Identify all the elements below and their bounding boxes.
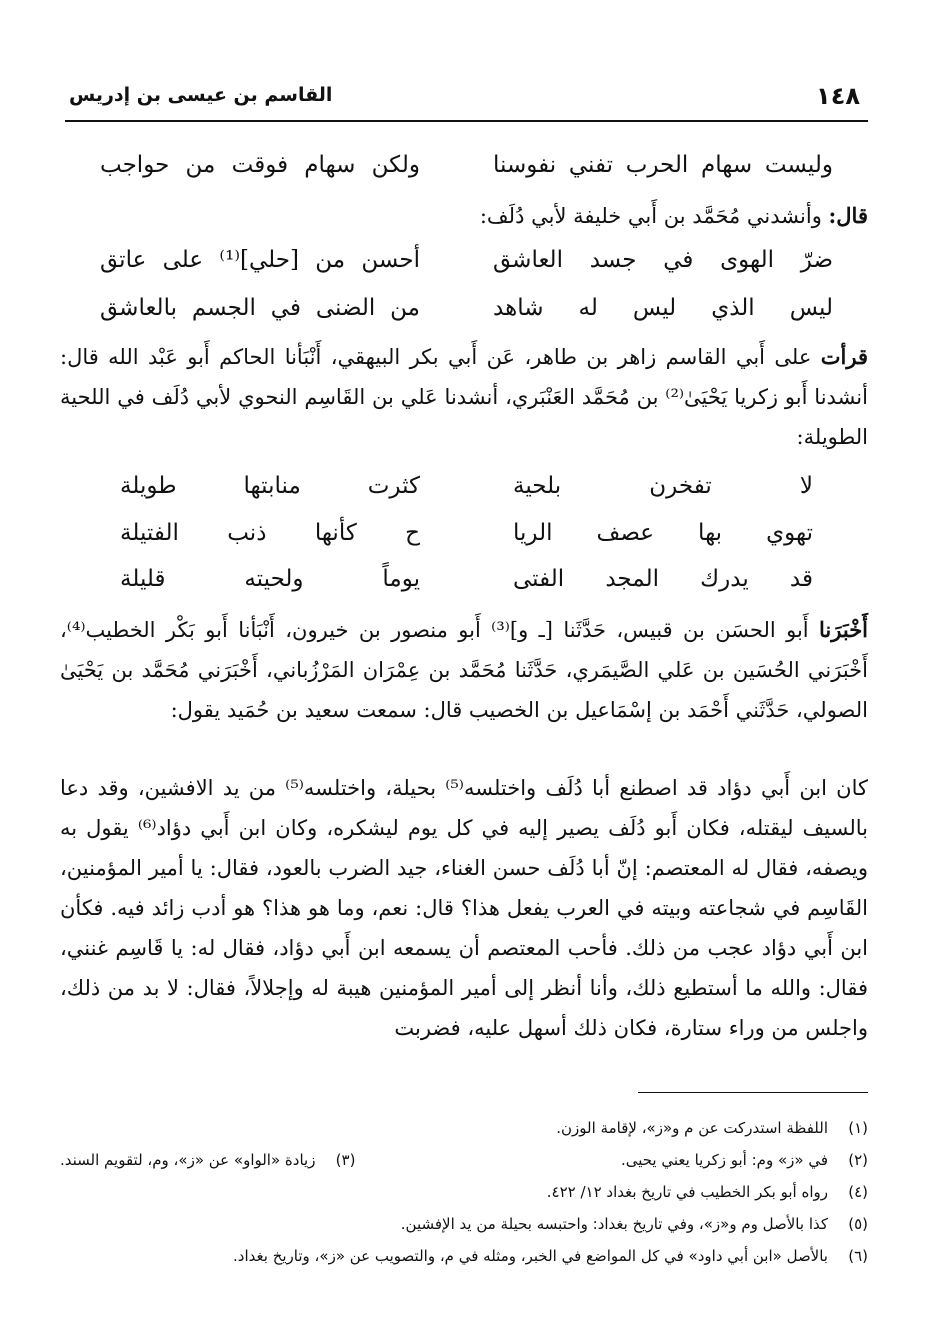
footnote-text: رواه أبو بكر الخطيب في تاريخ بغداد ١٢/ ٤٢٢. xyxy=(546,1183,828,1201)
verse-first-hemistich: قد يدرك المجد الفتى xyxy=(513,566,813,592)
qal-text: وأنشدني مُحَمَّد بن أَبي خليفة لأبي دُلَف: xyxy=(479,204,829,228)
paragraph-lead: قرأت xyxy=(820,344,868,369)
footnotes xyxy=(60,1112,868,1272)
verse-second-hemistich: كثرت منابتها طويلة xyxy=(120,473,420,499)
footnote xyxy=(60,1144,868,1176)
verse-first-hemistich: لا تفخرن بلحية xyxy=(513,473,813,499)
verse-line xyxy=(100,473,833,517)
footnote xyxy=(60,1240,868,1272)
verse-line xyxy=(100,247,833,291)
footnote-second xyxy=(60,1144,355,1176)
qal-lead: قال: xyxy=(828,203,868,228)
verse-line xyxy=(100,295,833,339)
footnote-rule xyxy=(638,1092,868,1093)
running-title: القاسم بن عيسى بن إدريس xyxy=(69,84,333,106)
paragraph xyxy=(60,768,868,1048)
footnote-number: (٢) xyxy=(848,1151,868,1169)
footnote xyxy=(60,1112,868,1144)
footnote-number: (٣) xyxy=(335,1151,356,1169)
verse-first-hemistich: ليس الذي ليس له شاهد xyxy=(493,295,833,321)
footnote-text: بالأصل «ابن أبي داود» في كل المواضع في الخبر، ومثله في م، والتصويب عن «ز»، وتاريخ بغداد. xyxy=(233,1247,828,1265)
qal-line xyxy=(60,196,868,236)
footnote xyxy=(60,1176,868,1208)
footnote-text: اللفظة استدركت عن م و«ز»، لإقامة الوزن. xyxy=(556,1119,828,1137)
verse-line xyxy=(100,152,833,196)
paragraph-text: أَبو الحسَن بن قبيس، حَدَّثَنا [ـ و]⁽³⁾ أَبو منصور بن خيرون، أَنْبَأنا أَبو بَكْر الخطيب⁽⁴⁾، أَخْبَرَني الحُسَين بن عَلي الصَّيمَري، حَدَّثَنا مُحَمَّد بن عِمْرَان المَرْزُباني، أَخْبَرَني مُحَمَّد بن يَحْيَىٰ الصولي، حَدَّثَني أَحْمَد بن إسْمَاعيل بن الخصيب قال: سمعت سعيد بن حُمَيد يقول: xyxy=(60,618,868,722)
verse-first-hemistich: وليست سهام الحرب تفني نفوسنا xyxy=(493,152,833,178)
paragraph xyxy=(60,337,868,457)
verse-line xyxy=(100,520,833,564)
footnote-number: (١) xyxy=(848,1119,868,1137)
footnote-number: (٤) xyxy=(848,1183,868,1201)
paragraph xyxy=(60,610,868,730)
paragraph-text: على أَبي القاسم زاهر بن طاهر، عَن أَبي بكر البيهقي، أَنْبَأنا الحاكم أَبو عَبْد الله قال: أنشدنا أَبو زكريا يَحْيَىٰ⁽²⁾ بن مُحَمَّد العَنْبَري، أنشدنا عَلي بن القَاسِم النحوي لأبي دُلَف في اللحية الطويلة: xyxy=(60,345,868,449)
footnote-text: زيادة «الواو» عن «ز»، وم، لتقويم السند. xyxy=(60,1151,316,1169)
page-header xyxy=(65,78,868,122)
footnote-number: (٥) xyxy=(848,1215,868,1233)
page-number: ١٤٨ xyxy=(816,82,860,110)
paragraph-lead: أَخْبَرَنا xyxy=(819,617,869,642)
footnote-text: في «ز» وم: أبو زكريا يعني يحيى. xyxy=(620,1151,828,1169)
verse-second-hemistich: ح كأنها ذنب الفتيلة xyxy=(120,520,420,546)
paragraph-text: كان ابن أَبي دؤاد قد اصطنع أبا دُلَف واختلسه⁽⁵⁾ بحيلة، واختلسه⁽⁵⁾ من يد الافشين، وقد دعا بالسيف ليقتله، فكان أَبو دُلَف يصير إليه في كل يوم ليشكره، وكان ابن أَبي دؤاد⁽⁶⁾ يقول به ويصفه، فقال له المعتصم: إنّ أبا دُلَف حسن الغناء، جيد الضرب بالعود، فقال: يا أمير المؤمنين، القَاسِم في شجاعته وبيته في العرب يفعل هذا؟ قال: نعم، وما هو هذا؟ هو أدب زائد فيه. فكأن ابن أَبي دؤاد عجب من ذلك. فأحب المعتصم أن يسمعه ابن أَبي دؤاد، فقال له: يا قَاسِم غنني، فقال: والله ما أستطيع ذلك، وأنا أنظر إلى أمير المؤمنين هيبة له وإجلالاً، فقال: لا بد من ذلك، واجلس من وراء ستارة، فكان ذلك أسهل عليه، فضربت xyxy=(60,776,869,1040)
verse-second-hemistich: من الضنى في الجسم بالعاشق xyxy=(100,295,420,321)
footnote-number: (٦) xyxy=(848,1247,868,1265)
footnote xyxy=(60,1208,868,1240)
footnote-text: كذا بالأصل وم و«ز»، وفي تاريخ بغداد: واحتبسه بحيلة من يد الإفشين. xyxy=(400,1215,828,1233)
verse-first-hemistich: تهوي بها عصف الريا xyxy=(513,520,813,546)
verse-second-hemistich: يوماً ولحيته قليلة xyxy=(120,566,420,592)
header-rule xyxy=(65,120,868,122)
verse-second-hemistich: أحسن من [حلي]⁽¹⁾ على عاتق xyxy=(100,247,421,273)
verse-line xyxy=(100,566,833,610)
verse-first-hemistich: ضرّ الهوى في جسد العاشق xyxy=(493,247,833,273)
verse-second-hemistich: ولكن سهام فوقت من حواجب xyxy=(100,152,420,178)
